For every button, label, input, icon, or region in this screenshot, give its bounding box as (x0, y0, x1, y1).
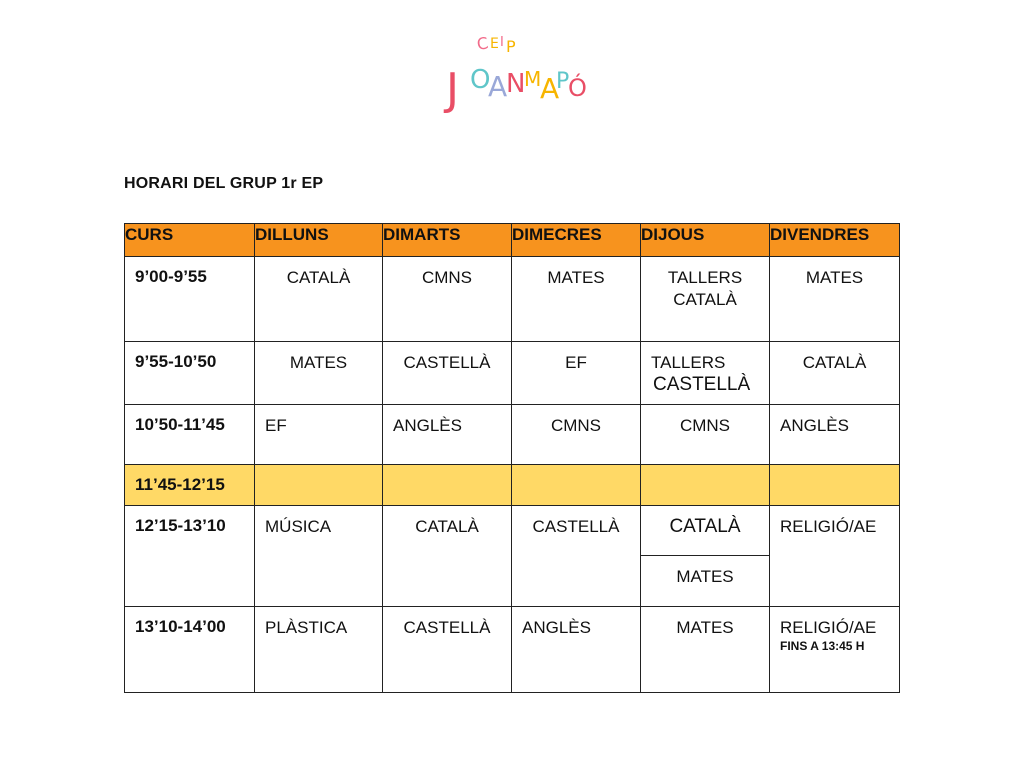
svg-text:O: O (470, 65, 491, 95)
class-cell: MATES (770, 257, 900, 342)
class-cell-text: TALLERS CATALÀ (667, 268, 743, 309)
time-cell: 12’15-13’10 (125, 506, 255, 607)
class-cell: EF (255, 405, 383, 465)
class-cell-line2: CASTELLÀ (653, 374, 751, 395)
time-cell: 9’55-10’50 (125, 342, 255, 405)
class-cell-top: CATALÀ (641, 506, 769, 556)
time-cell: 13’10-14’00 (125, 607, 255, 693)
svg-text:P: P (506, 37, 516, 56)
schedule-table (124, 223, 900, 693)
svg-text:I: I (500, 35, 504, 50)
svg-text:N: N (506, 69, 526, 99)
class-cell: MATES (641, 607, 770, 693)
class-cell-text: RELIGIÓ/AE (780, 618, 877, 637)
header-cell: DIJOUS (641, 224, 770, 257)
break-row (125, 465, 900, 506)
break-cell (770, 465, 900, 506)
break-cell (383, 465, 512, 506)
header-cell: DIMECRES (512, 224, 641, 257)
table-row (125, 405, 900, 465)
class-cell: MATES (255, 342, 383, 405)
table-row (125, 257, 900, 342)
class-cell (770, 607, 900, 693)
class-cell: CMNS (641, 405, 770, 465)
class-cell (641, 257, 770, 342)
svg-text:C: C (475, 33, 490, 54)
svg-text:Ó: Ó (568, 74, 587, 102)
class-cell: ANGLÈS (512, 607, 641, 693)
class-cell: CASTELLÀ (383, 342, 512, 405)
page-title: HORARI DEL GRUP 1r EP (124, 175, 324, 192)
svg-text:A: A (488, 70, 508, 103)
header-cell: CURS (125, 224, 255, 257)
time-cell: 9’00-9’55 (125, 257, 255, 342)
class-cell: PLÀSTICA (255, 607, 383, 693)
class-cell: RELIGIÓ/AE (770, 506, 900, 607)
header-row (125, 224, 900, 257)
class-cell: CATALÀ (383, 506, 512, 607)
svg-text:P: P (556, 69, 570, 94)
table-row (125, 506, 900, 607)
svg-text:E: E (490, 36, 499, 52)
class-cell-split (641, 506, 770, 607)
class-cell: ANGLÈS (770, 405, 900, 465)
class-cell: CMNS (512, 405, 641, 465)
header-cell: DILLUNS (255, 224, 383, 257)
class-cell-note: FINS A 13:45 H (780, 639, 865, 653)
class-cell (641, 342, 770, 405)
class-cell: EF (512, 342, 641, 405)
class-cell: MATES (512, 257, 641, 342)
school-logo (440, 30, 590, 120)
header-cell: DIMARTS (383, 224, 512, 257)
header-cell: DIVENDRES (770, 224, 900, 257)
class-cell: CASTELLÀ (383, 607, 512, 693)
class-cell-bottom: MATES (676, 567, 734, 586)
table-row (125, 607, 900, 693)
svg-text:M: M (524, 67, 542, 91)
class-cell: CASTELLÀ (512, 506, 641, 607)
table-row (125, 342, 900, 405)
break-cell (512, 465, 641, 506)
svg-text:A: A (540, 72, 560, 105)
class-cell: MÚSICA (255, 506, 383, 607)
break-cell (255, 465, 383, 506)
svg-text:J: J (446, 64, 459, 115)
class-cell: CMNS (383, 257, 512, 342)
time-cell: 10’50-11’45 (125, 405, 255, 465)
class-cell: CATALÀ (255, 257, 383, 342)
class-cell-line1: TALLERS (651, 353, 726, 372)
break-cell (641, 465, 770, 506)
class-cell: ANGLÈS (383, 405, 512, 465)
time-cell: 11’45-12’15 (125, 465, 255, 506)
class-cell: CATALÀ (770, 342, 900, 405)
